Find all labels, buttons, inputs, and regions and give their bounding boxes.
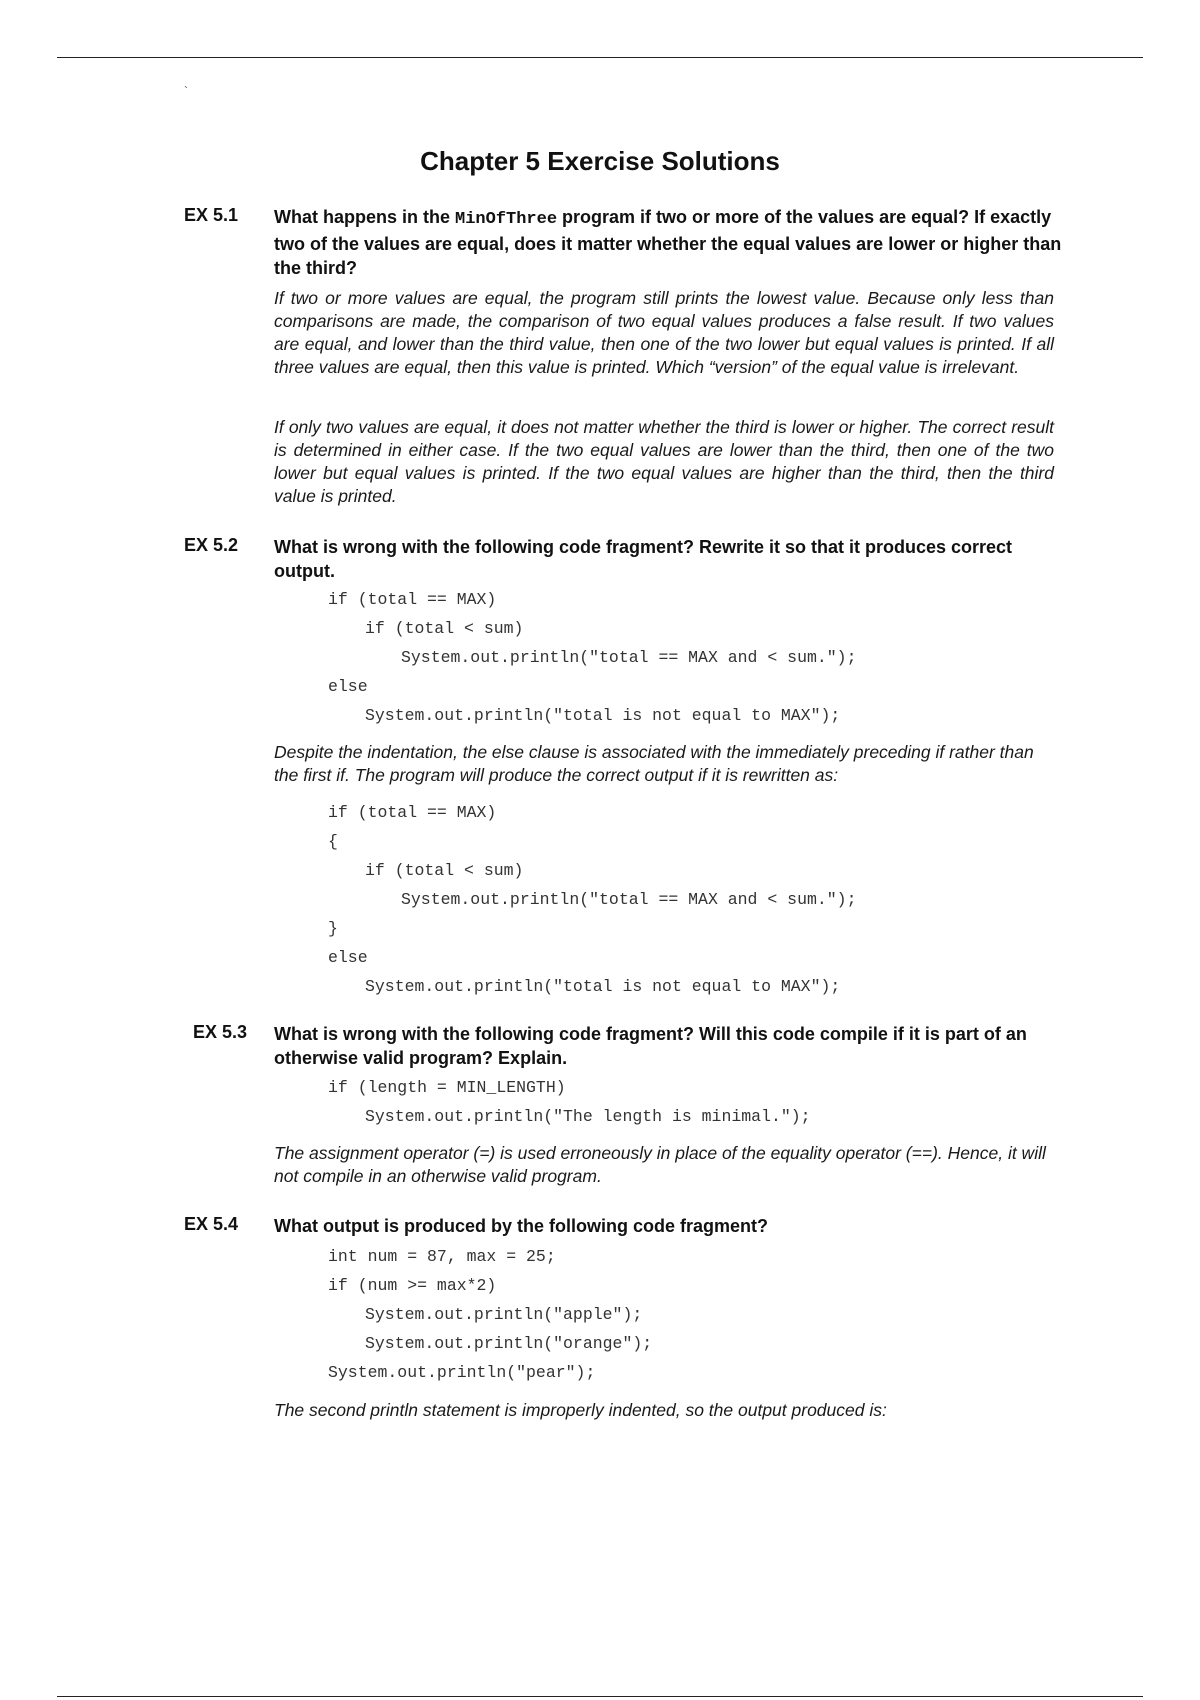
code-line: if (total == MAX) <box>328 590 497 609</box>
question-text-start: What happens in the <box>274 207 456 227</box>
exercise-question <box>274 205 1074 280</box>
code-line: if (total == MAX) <box>328 803 497 822</box>
code-line: System.out.println("total is not equal to MAX"); <box>365 977 841 996</box>
answer-paragraph-1: If two or more values are equal, the program still prints the lowest value. Because only less than comparisons are made, the comparison of two equal values produces a false result. If two values are equal, and lower than the third value, then one of the two lower but equal values is printed. If all three values are equal, then this value is printed. Which “version” of the equal value is irrelevant. <box>274 288 1054 377</box>
exercise-question: What is wrong with the following code fragment? Will this code compile if it is part of an otherwise valid program? Explain. <box>274 1024 1027 1068</box>
code-block <box>328 1242 652 1387</box>
code-line: System.out.println("The length is minimal."); <box>365 1107 811 1126</box>
code-line: System.out.println("total == MAX and < sum."); <box>401 648 857 667</box>
code-line: if (num >= max*2) <box>328 1276 497 1295</box>
code-line: System.out.println("total is not equal to MAX"); <box>365 706 841 725</box>
page-title: Chapter 5 Exercise Solutions <box>420 146 780 176</box>
code-line: else <box>328 677 368 696</box>
code-block-original <box>328 585 856 730</box>
code-block-rewritten <box>328 798 856 1001</box>
code-block <box>328 1073 811 1131</box>
answer-paragraph: Despite the indentation, the else clause is associated with the immediately preceding if rather than the first if. The program will produce the correct output if it is rewritten as: <box>274 742 1034 785</box>
exercise-number: EX 5.2 <box>184 535 239 555</box>
stray-mark: ` <box>184 84 188 98</box>
answer-paragraph-2: If only two values are equal, it does not matter whether the third is lower or higher. The correct result is determined in either case. If the two equal values are lower than the third, then one of the two lower but equal values is printed. If the two equal values are higher than the third, then the third value is printed. <box>274 417 1054 506</box>
question-text-end: program if two or more of the values are equal? If exactly two of the values are equal, does it matter whether the equal values are lower or higher than the third? <box>274 207 1062 278</box>
code-line: if (length = MIN_LENGTH) <box>328 1078 566 1097</box>
code-line: int num = 87, max = 25; <box>328 1247 556 1266</box>
bottom-rule <box>57 1696 1143 1697</box>
exercise-number: EX 5.4 <box>184 1214 239 1234</box>
code-line: { <box>328 832 338 851</box>
exercise-number: EX 5.1 <box>184 205 239 225</box>
exercise-question: What is wrong with the following code fragment? Rewrite it so that it produces correct output. <box>274 537 1013 581</box>
code-line: System.out.println("orange"); <box>365 1334 653 1353</box>
code-line: System.out.println("total == MAX and < sum."); <box>401 890 857 909</box>
answer-paragraph: The assignment operator (=) is used erroneously in place of the equality operator (==). Hence, it will not compile in an otherwise valid program. <box>274 1143 1046 1186</box>
code-line: } <box>328 919 338 938</box>
question-code-term: MinOfThree <box>455 210 558 229</box>
code-line: if (total < sum) <box>365 861 524 880</box>
code-line: System.out.println("apple"); <box>365 1305 643 1324</box>
code-line: else <box>328 948 368 967</box>
exercise-question: What output is produced by the following code fragment? <box>274 1216 768 1236</box>
code-line: if (total < sum) <box>365 619 524 638</box>
exercise-number: EX 5.3 <box>193 1022 248 1042</box>
code-line: System.out.println("pear"); <box>328 1363 596 1382</box>
answer-paragraph: The second println statement is improperly indented, so the output produced is: <box>274 1400 887 1420</box>
top-rule <box>57 57 1143 58</box>
